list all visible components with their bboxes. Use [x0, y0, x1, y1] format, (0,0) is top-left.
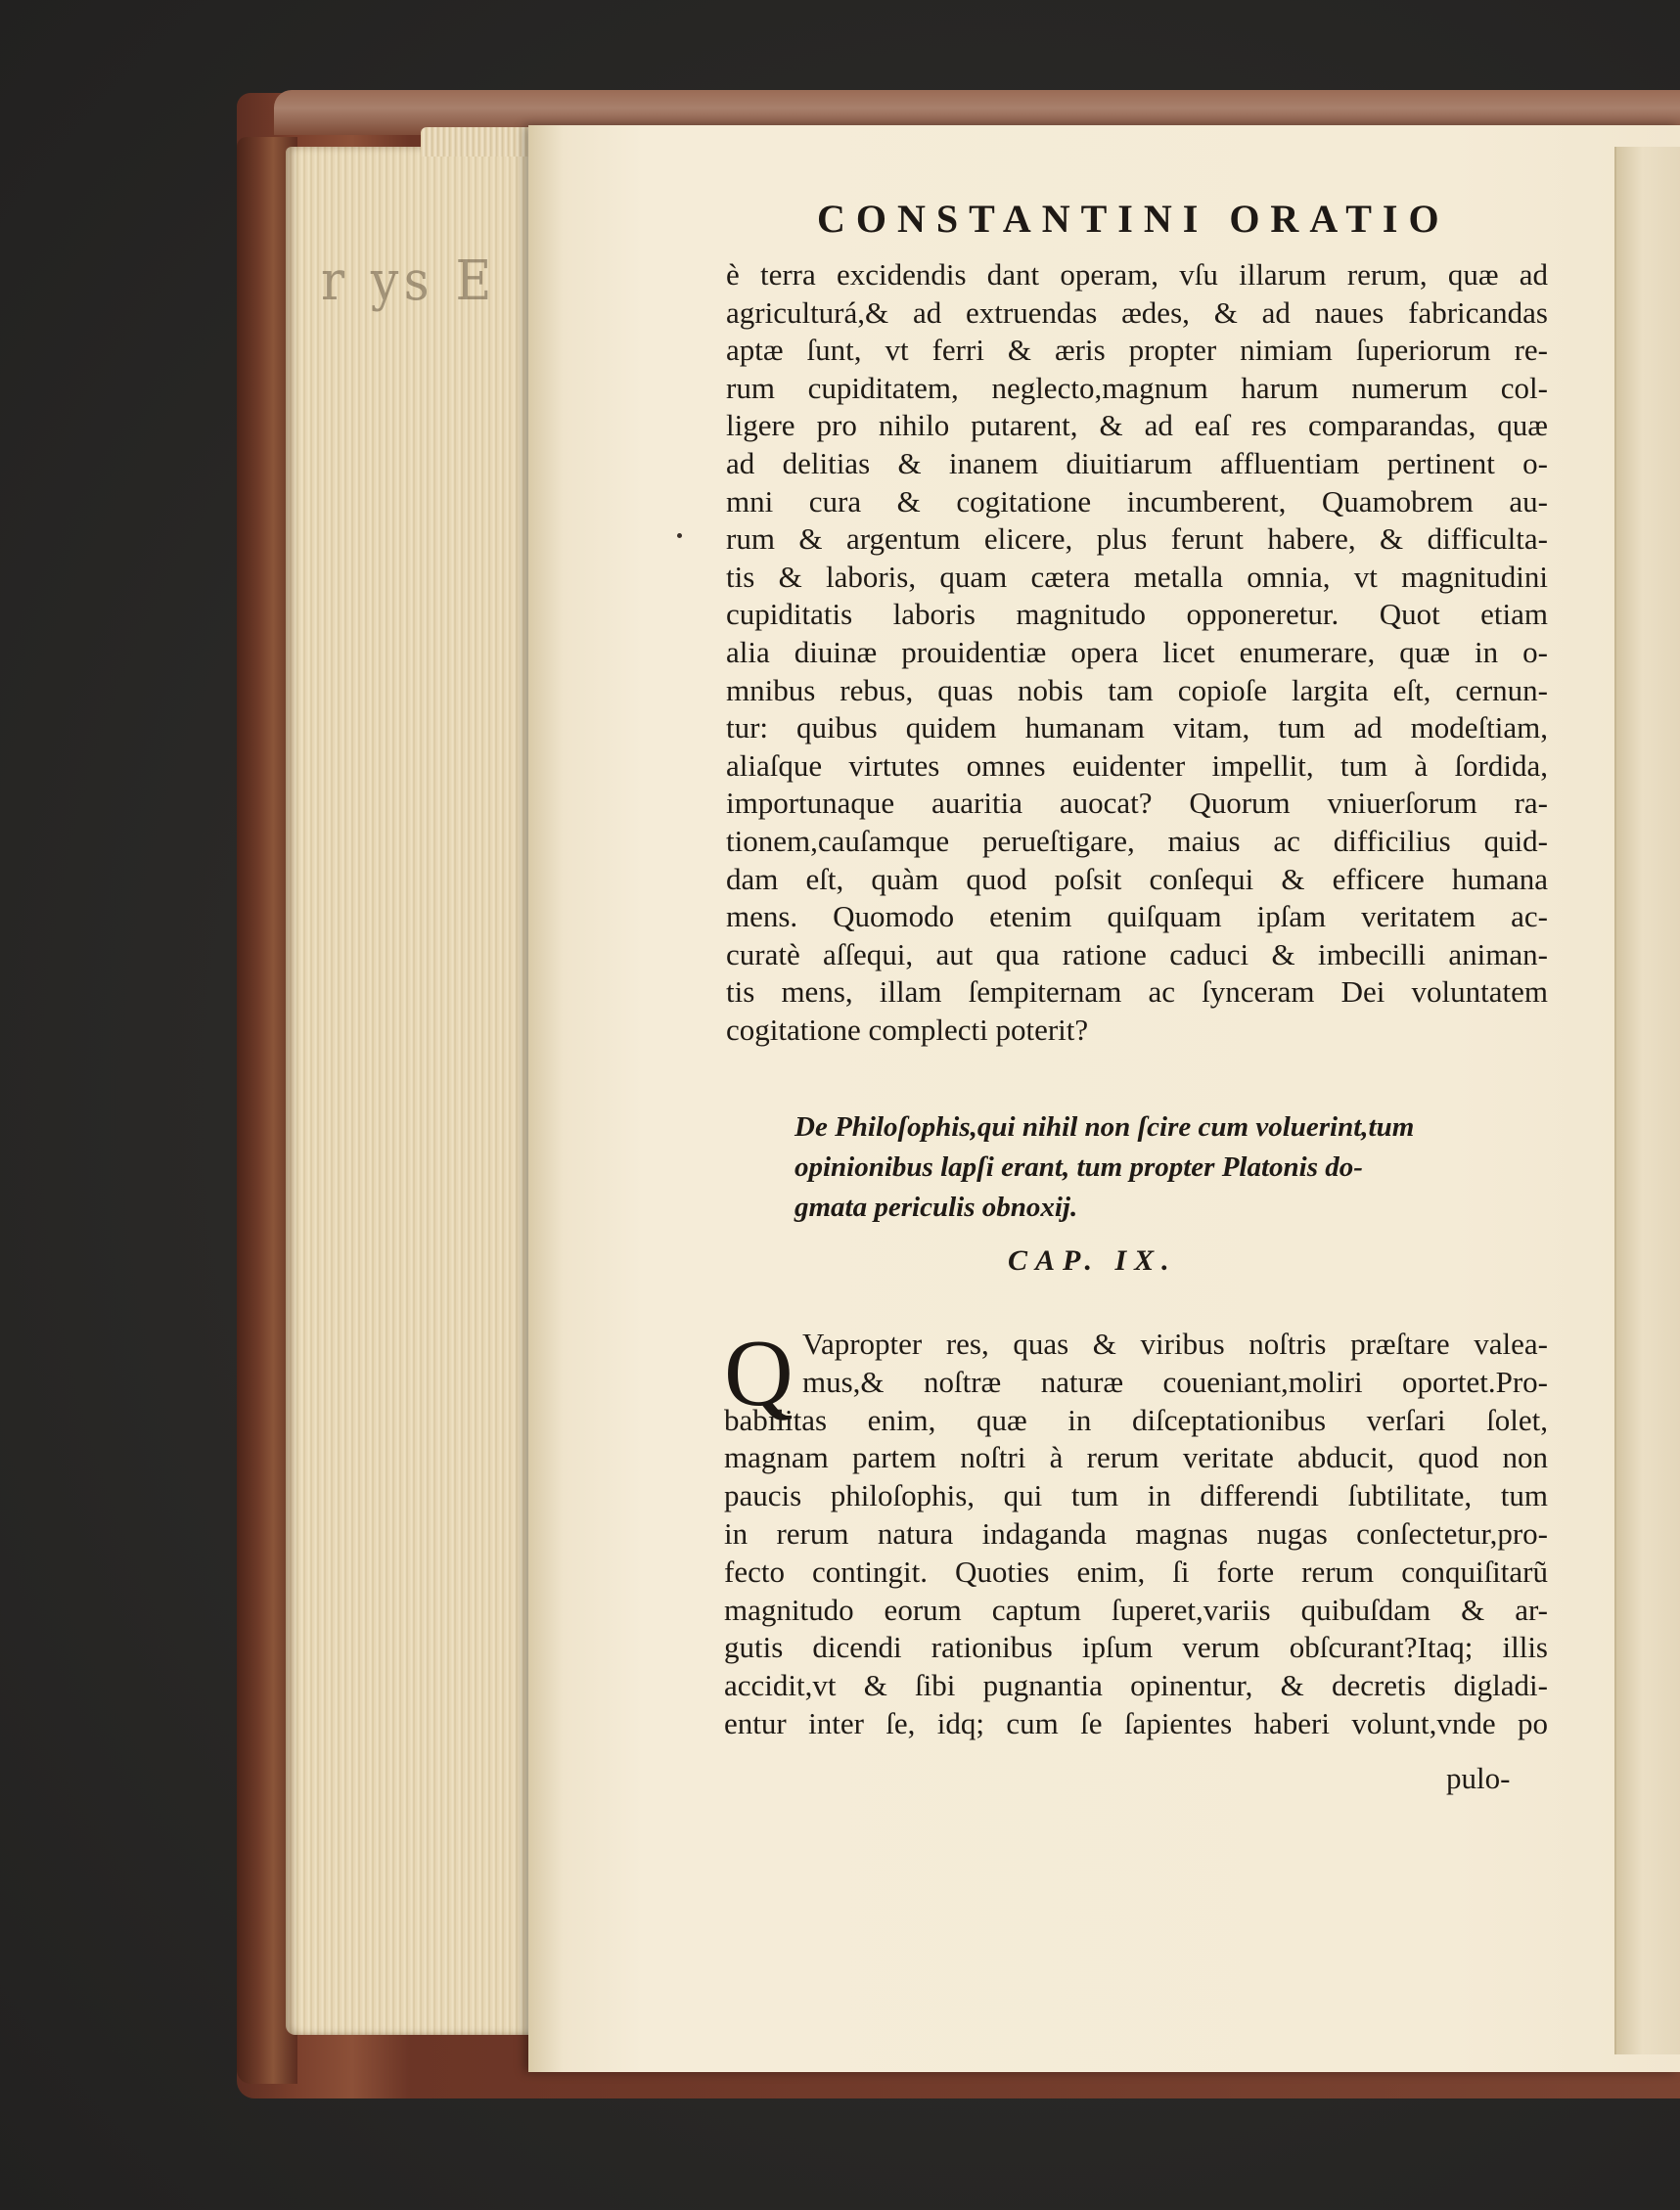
text-line: curatè aſſequi, aut qua ratione caduci & imbecilli animan- — [726, 936, 1548, 971]
text-line: rum & argentum elicere, plus ferunt habere, & difficulta- — [726, 521, 1548, 557]
section-line: babilitas enim, quæ in diſceptationibus verſari ſolet, — [724, 1402, 1548, 1437]
text-line: è terra excidendis dant operam, vſu illarum rerum, quæ ad — [726, 257, 1548, 292]
running-header: CONSTANTINI ORATIO — [817, 197, 1450, 241]
caption-line: gmata periculis obnoxij. — [795, 1192, 1078, 1223]
section-text — [724, 1402, 1548, 1743]
section-line: in rerum natura indaganda magnas nugas conſectetur,pro- — [724, 1515, 1548, 1551]
chapter-number: CAP. IX. — [1008, 1244, 1177, 1277]
catchword: pulo- — [1446, 1761, 1511, 1795]
caption-line: opinionibus lapſi erant, tum propter Platonis do- — [795, 1151, 1363, 1183]
text-line: tur: quibus quidem humanam vitam, tum ad modeſtiam, — [726, 710, 1548, 745]
ink-speck — [677, 533, 682, 538]
text-line: mens. Quomodo etenim quiſquam ipſam veritatem ac- — [726, 899, 1548, 934]
next-page-edge — [1614, 147, 1680, 2054]
text-line: aliaſque virtutes omnes euidenter impellit, tum à ſordida, — [726, 747, 1548, 783]
section-line: entur inter ſe, idq; cum ſe ſapientes haberi volunt,vnde po — [724, 1705, 1548, 1740]
text-line: dam eſt, quàm quod poſsit conſequi & efficere humana — [726, 861, 1548, 896]
section-line: paucis philoſophis, qui tum in differendi ſubtilitate, tum — [724, 1478, 1548, 1513]
text-line: ligere pro nihilo putarent, & ad eaſ res comparandas, quæ — [726, 408, 1548, 443]
text-line: tis mens, illam ſempiternam ac ſynceram Dei voluntatem — [726, 974, 1548, 1010]
text-line: agriculturá,& ad extruendas ædes, & ad naues fabricandas — [726, 294, 1548, 330]
section-line: fecto contingit. Quoties enim, ſi forte rerum conquiſitarũ — [724, 1554, 1548, 1589]
drop-cap: Q — [724, 1321, 794, 1426]
page-block-edge — [286, 147, 530, 2035]
text-line: aptæ ſunt, vt ferri & æris propter nimiam ſuperiorum re- — [726, 333, 1548, 368]
section-line: Vapropter res, quas & viribus noſtris præſtare valea- — [802, 1327, 1548, 1361]
text-line: importunaque auaritia auocat? Quorum vniuerſorum ra- — [726, 786, 1548, 821]
spine-text: r ys E — [321, 249, 497, 313]
body-text — [726, 256, 1548, 1049]
section-line: magnam partem noſtri à rerum veritate abducit, quod non — [724, 1440, 1548, 1475]
section-line: accidit,vt & ſibi pugnantia opinentur, & decretis digladi- — [724, 1668, 1548, 1703]
section-line: mus,& noſtræ naturæ coueniant,moliri oportet.Pro- — [802, 1364, 1548, 1399]
caption-line: De Philoſophis,qui nihil non ſcire cum voluerint,tum — [795, 1111, 1415, 1143]
section-line: gutis dicendi rationibus ipſum verum obſcurant?Itaq; illis — [724, 1630, 1548, 1665]
text-line: ad delitias & inanem diuitiarum affluentiam pertinent o- — [726, 445, 1548, 480]
chapter-caption — [795, 1107, 1460, 1228]
text-line-last: cogitatione complecti poterit? — [726, 1012, 1089, 1047]
text-line: alia diuinæ prouidentiæ opera licet enumerare, quæ in o- — [726, 634, 1548, 669]
text-line: mnibus rebus, quas nobis tam copioſe largita eſt, cernun- — [726, 672, 1548, 707]
text-line: tionem,cauſamque perueſtigare, maius ac difficilius quid- — [726, 823, 1548, 858]
section-text-indented — [802, 1326, 1548, 1402]
text-line: cupiditatis laboris magnitudo opponeretur. Quot etiam — [726, 597, 1548, 632]
text-line: rum cupiditatem, neglecto,magnum harum numerum col- — [726, 370, 1548, 405]
page-block-top — [421, 127, 538, 157]
text-line: mni cura & cogitatione incumberent, Quamobrem au- — [726, 483, 1548, 519]
section-line: magnitudo eorum captum ſuperet,variis quibuſdam & ar- — [724, 1592, 1548, 1627]
text-line: tis & laboris, quam cætera metalla omnia, vt magnitudini — [726, 559, 1548, 594]
